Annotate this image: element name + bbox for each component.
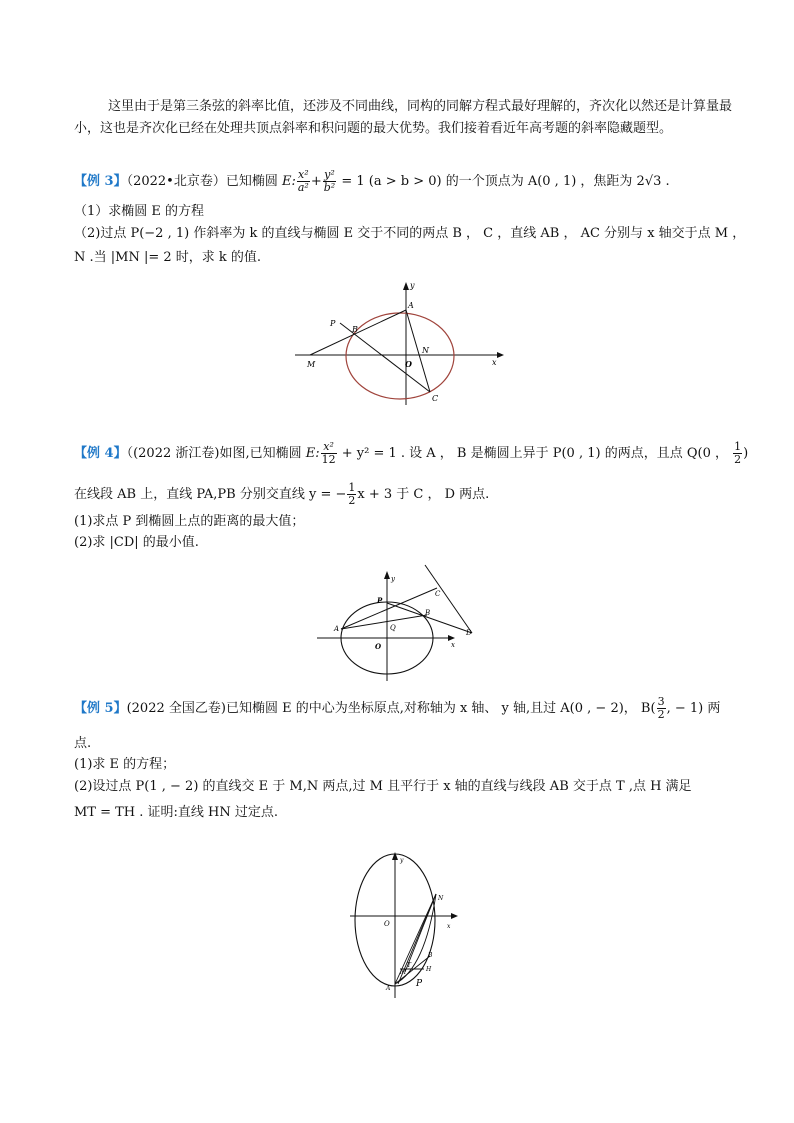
ex5-figure bbox=[350, 850, 465, 1000]
ex3-eq-prefix: E: bbox=[281, 174, 296, 189]
ex5-label: 【例 5】 bbox=[74, 701, 127, 716]
ex4-label: 【例 4】 bbox=[74, 446, 127, 461]
ex4-label-O: O bbox=[375, 642, 382, 651]
ex3-eq-rest: = 1 (a > b > 0) 的一个顶点为 A(0 , 1) ，焦距为 2√3 . bbox=[341, 174, 670, 189]
ex4-l2-end: x + 3 于 C ， D 两点. bbox=[357, 487, 490, 502]
ex4-q1: (1)求点 P 到椭圆上点的距离的最大值； bbox=[74, 514, 305, 529]
ex4-label-Q: Q bbox=[390, 624, 396, 632]
ex3-line-MA bbox=[310, 310, 406, 355]
ex4-frac-x: $\frac{\text{x²}}{12}$ bbox=[321, 440, 336, 466]
ex4-frac-slope: $\frac{1}{2}$ bbox=[348, 481, 356, 507]
ex5-q1: (1)求 E 的方程； bbox=[74, 757, 176, 772]
ex5-label-y: y bbox=[400, 857, 404, 864]
ex4-frac-half: $\frac{1}{2}$ bbox=[734, 440, 742, 466]
ex5-x-arrow bbox=[451, 913, 458, 919]
ex4-label-P: P bbox=[377, 596, 383, 605]
ex4-label-y: y bbox=[391, 575, 395, 583]
ex3-label-B: B bbox=[352, 325, 358, 334]
ex3-ellipse bbox=[346, 313, 454, 399]
ex5-label-N: N bbox=[438, 895, 444, 902]
ex4-label-C: C bbox=[435, 590, 441, 598]
ex5-source: (2022 全国乙卷)已知椭圆 E 的中心为坐标原点,对称轴为 x 轴、 y 轴,且过 A(0 , − 2) bbox=[126, 701, 624, 716]
ex4-line-AC bbox=[341, 588, 437, 629]
ex5-line2: 点. bbox=[74, 736, 92, 751]
ex4-figure bbox=[315, 563, 480, 683]
ex5-header bbox=[74, 696, 754, 721]
ex3-label-x: x bbox=[492, 358, 497, 367]
ex3-q2-line1: （2)过点 P(−2 , 1) 作斜率为 k 的直线与椭圆 E 交于不同的两点 B ， C ，直线 AB ， AC 分别与 x 轴交于点 M ， bbox=[74, 226, 746, 241]
ex3-figure bbox=[290, 280, 510, 410]
ex3-q2-line2: N .当 |MN |= 2 时，求 k 的值. bbox=[74, 250, 262, 265]
ex5-label-P: P bbox=[416, 979, 423, 989]
ex3-x-arrow bbox=[497, 352, 504, 358]
ex3-label-P: P bbox=[330, 319, 336, 328]
ex4-source: （(2022 浙江卷)如图,已知椭圆 bbox=[126, 446, 302, 461]
ex3-frac-x: $\frac{\text{x²}}{\text{a²}}$ bbox=[297, 168, 309, 194]
ex5-q2-line1: (2)设过点 P(1 , − 2) 的直线交 E 于 M,N 两点,过 M 且平行于 x 轴的直线与线段 AB 交于点 T ,点 H 满足 bbox=[74, 779, 692, 794]
ex5-q2-line2: MT = TH . 证明:直线 HN 过定点. bbox=[74, 805, 279, 820]
ex3-label: 【例 3】 bbox=[74, 174, 127, 189]
ex5-label-O: O bbox=[384, 920, 390, 928]
ex3-label-M: M bbox=[307, 360, 316, 369]
ex3-source: （2022•北京卷）已知椭圆 bbox=[126, 174, 278, 189]
ex5-label-T: T bbox=[407, 962, 412, 969]
ex4-y-arrow bbox=[384, 571, 390, 579]
ex3-header: 【例 3】（2022•北京卷）已知椭圆 E: $\frac{\text{x²}}{\text{a²}}$ + $\frac{\text{y²}}{\text{b²}}$ = 1 (a > b > 0) 的一个顶点为 A(0 , 1) ，焦距为 2√3 . bbox=[74, 168, 670, 194]
ex5-label-H: H bbox=[426, 966, 432, 973]
ex4-line-PD bbox=[387, 603, 472, 633]
ex4-label-B: B bbox=[425, 609, 431, 617]
ex5-b-rest: , − 1) 两 bbox=[666, 701, 721, 716]
ex3-y-arrow bbox=[403, 282, 409, 290]
ex3-frac-y: $\frac{\text{y²}}{\text{b²}}$ bbox=[323, 168, 336, 194]
ex3-q1: （1）求椭圆 E 的方程 bbox=[74, 204, 205, 219]
ex4-line-AB bbox=[341, 615, 427, 629]
ex3-label-C: C bbox=[432, 394, 439, 403]
ex4-label-x: x bbox=[451, 641, 455, 649]
ex4-eq-end: ) bbox=[743, 446, 749, 461]
ex4-label-D: D bbox=[466, 629, 472, 637]
ex3-label-O: O bbox=[405, 359, 412, 369]
intro-paragraph: 这里由于是第三条弦的斜率比值，还涉及不同曲线，同构的同解方程式最好理解的，齐次化以然还是计算量最小，这也是齐次化已经在处理共顶点斜率和积问题的最大优势。我们接着看近年高考题的斜率隐藏题型。 bbox=[74, 99, 733, 136]
ex5-label-A: A bbox=[386, 985, 391, 992]
ex5-label-x: x bbox=[447, 923, 451, 930]
ex4-eq-prefix: E: bbox=[305, 446, 320, 461]
ex3-label-N: N bbox=[422, 346, 429, 355]
ex4-line2 bbox=[74, 482, 754, 507]
ex5-label-M: M bbox=[400, 969, 407, 976]
ex4-q2: (2)求 |CD| 的最小值. bbox=[74, 535, 199, 550]
ex4-l2: 在线段 AB 上，直线 PA,PB 分别交直线 y = − bbox=[74, 487, 347, 502]
ex4-eq-rest: + y² = 1 . 设 A ， B 是椭圆上异于 P(0 , 1) 的两点，且点 Q(0 ， bbox=[341, 446, 728, 461]
ex4-header bbox=[74, 441, 754, 466]
ex5-label-B: B bbox=[428, 952, 433, 959]
ex5-frac-b: $\frac{3}{2}$ bbox=[657, 695, 665, 721]
ex3-label-y: y bbox=[410, 281, 415, 290]
ex5-b-prefix: ， B( bbox=[623, 701, 656, 716]
ex4-line-CD bbox=[425, 565, 472, 633]
ex3-label-A: A bbox=[408, 301, 414, 310]
ex5-y-arrow bbox=[392, 852, 398, 860]
ex4-label-A: A bbox=[334, 625, 340, 633]
